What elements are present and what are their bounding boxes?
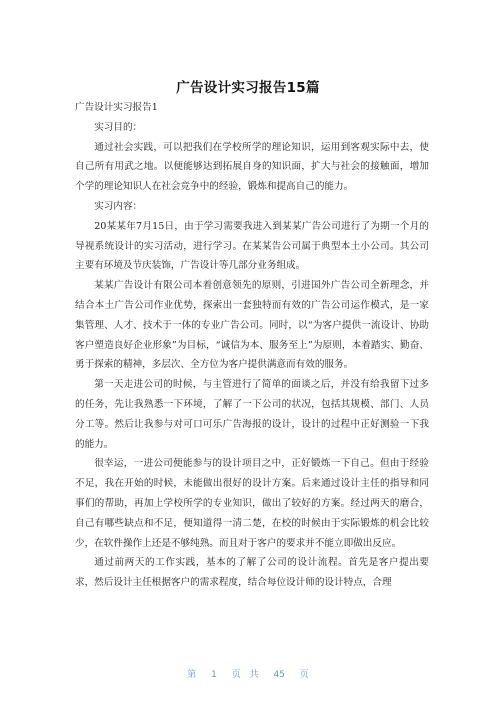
paragraph-first-day: 第一天走进公司的时候，与主管进行了简单的面谈之后，并没有给我留下过多的任务，先让我熟悉一下环境，了解了一下公司的状况，包括其规模、部门、人员分工等。然后让我参与对可口可乐广告海报的设计，设计的过程中正好测验一下我的能力。	[75, 379, 429, 450]
footer-page-end: 页	[299, 670, 309, 680]
page-footer	[0, 667, 496, 680]
footer-page-total: 45	[273, 670, 285, 680]
footer-page-current: 1	[211, 670, 217, 680]
paragraph-intro: 20某某年7月15日，由于学习需要我进入到某某广告公司进行了为期一个月的导视系统设计的实习活动，进行学习。在某某告公司属于典型本土小公司。其公司主要有环境及节庆装饰，广告设计等几部分业务组成。	[75, 220, 429, 272]
footer-page-mid: 页 共	[231, 670, 259, 680]
footer-page-label: 第	[187, 670, 197, 680]
paragraph-workflow: 通过前两天的工作实践，基本的了解了公司的设计流程。首先是客户提出要求，然后设计主任根据客户的需求程度，结合每位设计师的设计特点，合理	[75, 557, 429, 589]
paragraph-objective: 通过社会实践，可以把我们在学校所学的理论知识，运用到客观实际中去，使自己所有用武之地。以便能够达到拓展自身的知识面，扩大与社会的接触面，增加个学的理论知识人在社会竞争中的经验，锻炼和提高自己的能力。	[75, 141, 429, 193]
paragraph-company: 某某广告设计有限公司本着创意领先的原则，引进国外广告公司全新理念，并结合本土广告公司作业优势，探索出一套独特而有效的广告公司运作模式，是一家集管理、人才、技术于一体的专业广告公司。同时，以“为客户提供一流设计、协助客户塑造良好企业形象”为目标，“诚信为本、服务至上”为原则，本着踏实、勤奋、勇于探索的精神，多层次、全方位为客户提供满意而有效的服务。	[75, 280, 429, 371]
document-title: 广告设计实习报告15篇	[176, 80, 320, 96]
paragraph-objective-heading: 实习目的：	[94, 121, 143, 133]
document-body	[75, 98, 429, 593]
report-subtitle: 广告设计实习报告1	[75, 102, 158, 113]
paragraph-lucky: 很幸运，一进公司便能参与的设计项目之中，正好锻炼一下自己。但由于经验不足，我在开始的时候，未能做出很好的设计方案。后来通过设计主任的指导和同事们的帮助，再加上学校所学的专业知识，做出了较好的方案。经过两天的磨合，自己有哪些缺点和不足，便知道得一清二楚，在校的时候由于实际锻炼的机会比较少，在软件操作上还是不够纯熟。而且对于客户的要求并不能立即做出反应。	[75, 458, 429, 549]
paragraph-content-heading: 实习内容：	[94, 200, 143, 212]
